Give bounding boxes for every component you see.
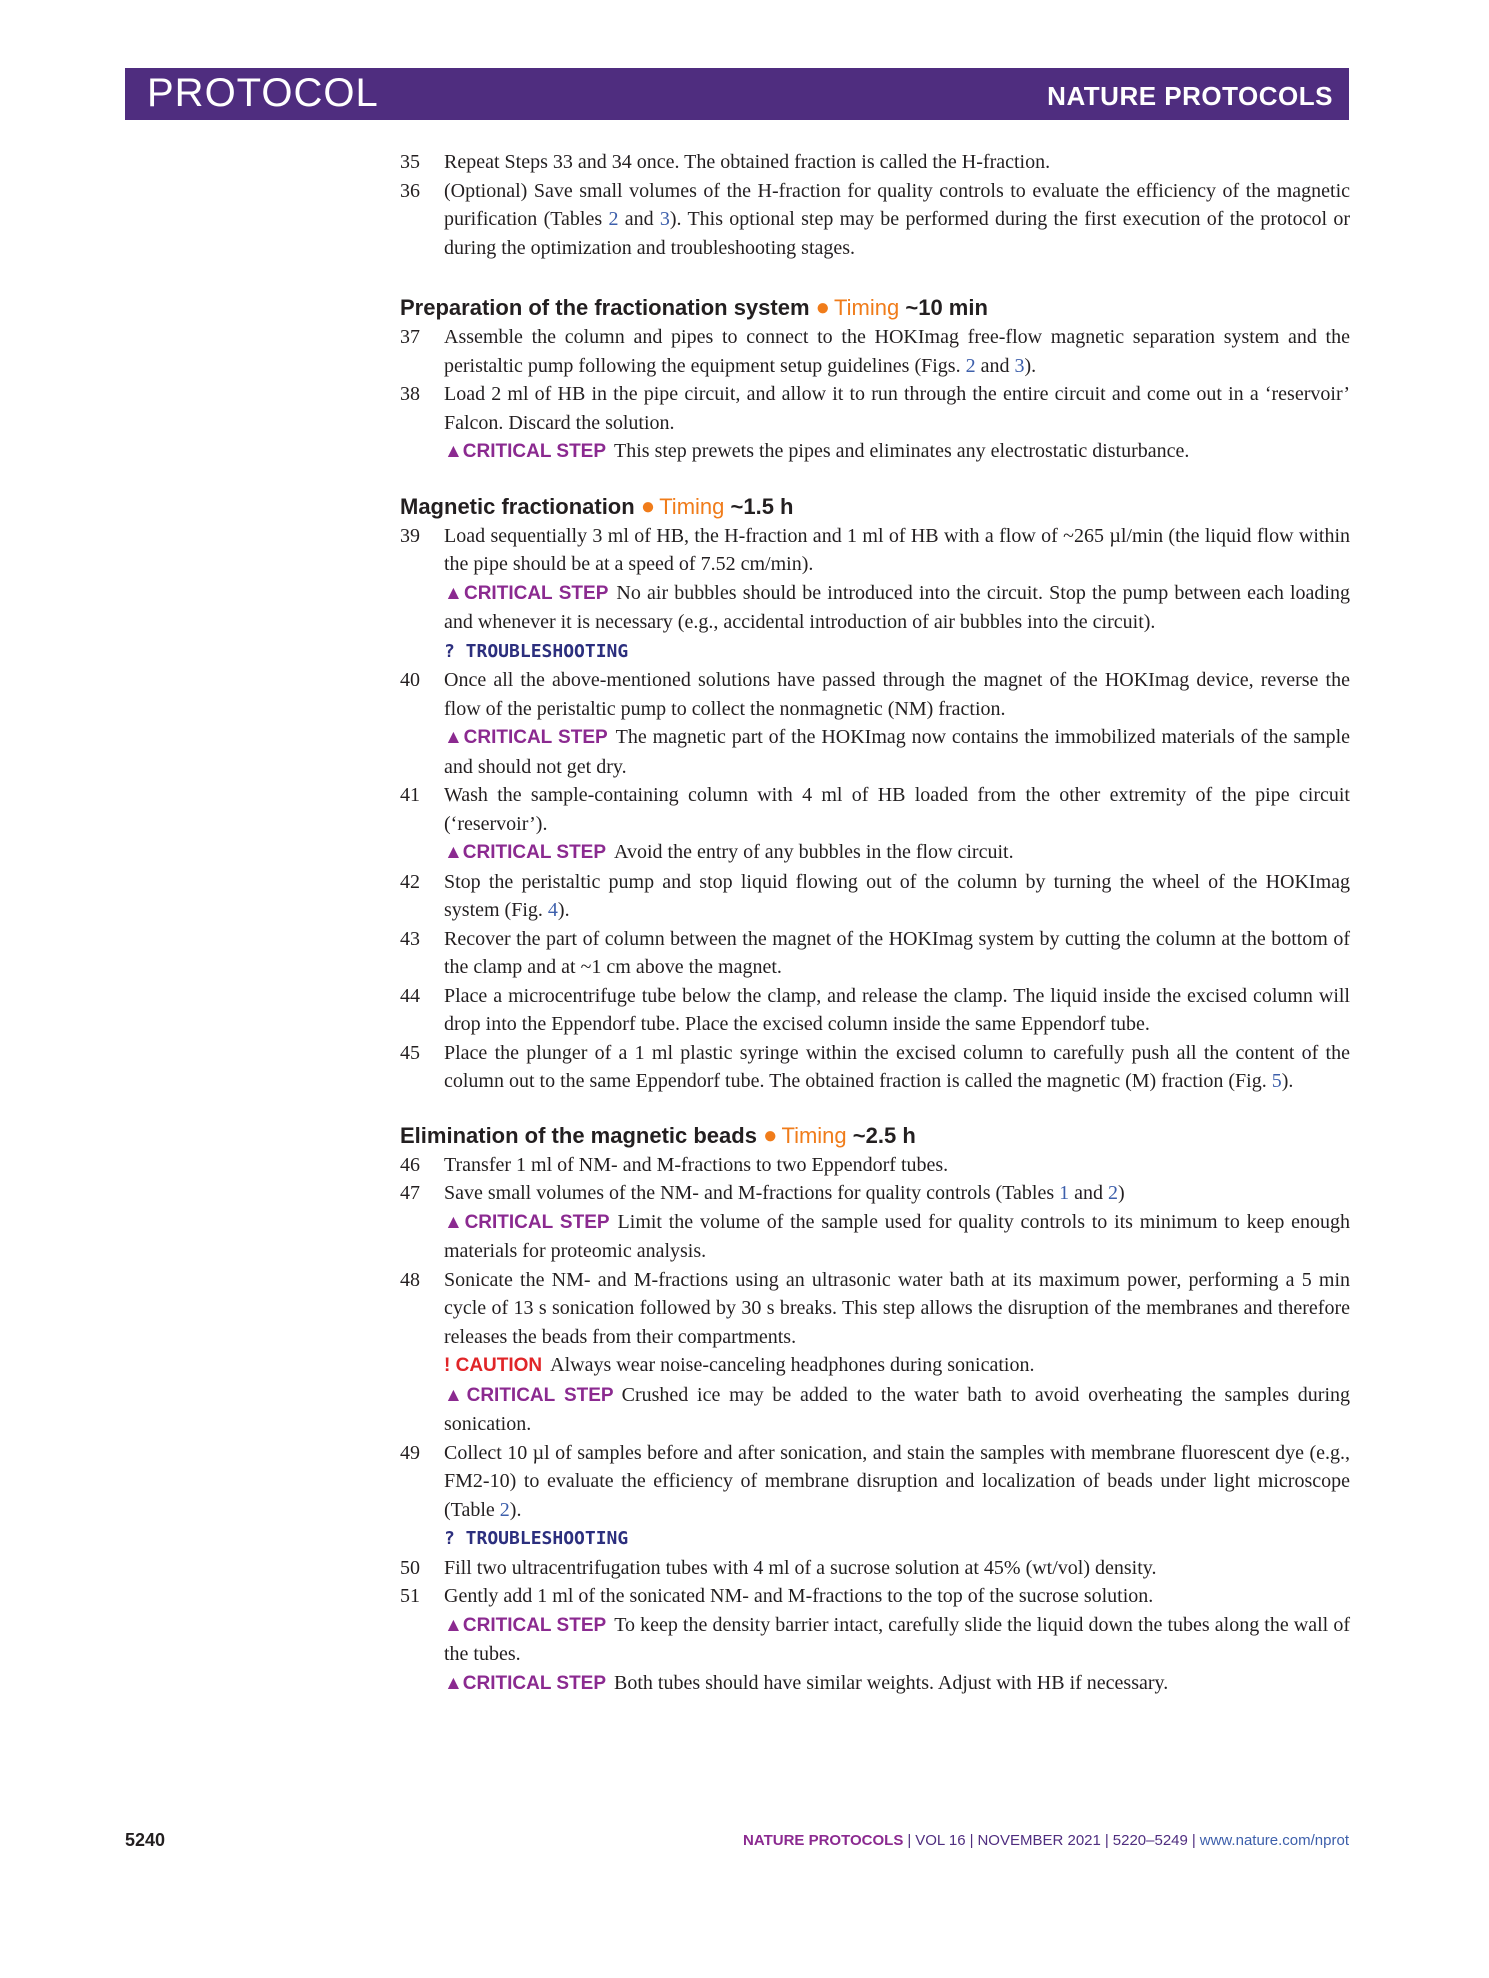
journal-name: NATURE PROTOCOLS [1047, 81, 1333, 111]
critical-step-label: ▲CRITICAL STEP [444, 1672, 607, 1694]
critical-step-note: ▲CRITICAL STEP Limit the volume of the sample used for quality controls to its minimum to keep enough materials for proteomic analysis. [444, 1210, 1350, 1262]
step-36: 36 (Optional) Save small volumes of the H-fraction for quality controls to evaluate the efficiency of the magnetic purification (Tables 2 and 3). This optional step may be performed during the first execution of the protocol or during the optimization and troubleshooting stages. [400, 179, 1350, 259]
critical-step-label: ▲CRITICAL STEP [444, 727, 608, 748]
timing-dot-icon: ● [762, 1121, 778, 1149]
step-45: 45 Place the plunger of a 1 ml plastic syringe within the excised column to carefully push all the content of the column out to the same Eppendorf tube. The obtained fraction is called the magnetic (M) fraction (Fig. 5). [400, 1041, 1350, 1092]
critical-step-note: ▲CRITICAL STEP This step prewets the pipes and eliminates any electrostatic disturbance. [444, 440, 1190, 462]
troubleshooting-note [400, 637, 1350, 667]
section-heading: Elimination of the magnetic beads ● Timing ~2.5 h [400, 1121, 916, 1149]
critical-step-note: ▲CRITICAL STEP To keep the density barrier intact, carefully slide the liquid down the tubes along the wall of the tubes. [444, 1613, 1350, 1665]
critical-step-label: ▲CRITICAL STEP [444, 1614, 607, 1636]
troubleshooting-note [400, 1524, 1350, 1554]
figure-ref[interactable]: 2 [965, 354, 976, 377]
header-banner [125, 68, 1349, 120]
table-ref[interactable]: 2 [1108, 1182, 1119, 1204]
table-ref[interactable]: 3 [659, 208, 670, 230]
page-number: 5240 [125, 1830, 166, 1850]
troubleshooting-link[interactable]: ? TROUBLESHOOTING [444, 640, 629, 662]
step-39: 39 Load sequentially 3 ml of HB, the H-fraction and 1 ml of HB with a flow of ~265 µl/min (the liquid flow within the pipe should be at a speed of 7.52 cm/min). [400, 524, 1350, 575]
step-43: 43 Recover the part of column between the magnet of the HOKImag system by cutting the column at the bottom of the clamp and at ~1 cm above the magnet. [400, 927, 1350, 978]
critical-step-note: ▲CRITICAL STEP Both tubes should have similar weights. Adjust with HB if necessary. [444, 1671, 1169, 1694]
journal-url-link[interactable]: www.nature.com/nprot [1199, 1832, 1349, 1849]
protocol-body [400, 148, 1350, 1698]
step-47: 47 Save small volumes of the NM- and M-fractions for quality controls (Tables 1 and 2) [400, 1182, 1125, 1204]
table-ref[interactable]: 2 [499, 1498, 510, 1521]
footer-citation: NATURE PROTOCOLS | VOL 16 | NOVEMBER 2021 | 5220–5249 | www.nature.com/nprot [743, 1832, 1349, 1849]
caution-note: ! CAUTION Always wear noise-canceling headphones during sonication. [444, 1354, 1035, 1376]
caution-label: ! CAUTION [444, 1355, 543, 1376]
step-51: 51 Gently add 1 ml of the sonicated NM- and M-fractions to the top of the sucrose solution. [400, 1585, 1154, 1607]
section-heading: Preparation of the fractionation system ● Timing ~10 min [400, 294, 988, 321]
timing-dot-icon: ● [815, 294, 831, 321]
critical-step-note: ▲CRITICAL STEP The magnetic part of the HOKImag now contains the immobilized materials of the sample and should not get dry. [444, 726, 1351, 778]
critical-step-label: ▲CRITICAL STEP [444, 1384, 614, 1406]
figure-ref[interactable]: 3 [1014, 354, 1025, 377]
table-ref[interactable]: 2 [608, 208, 619, 230]
critical-step-note: ▲CRITICAL STEP No air bubbles should be introduced into the circuit. Stop the pump between each loading and whenever it is necessary (e.g., accidental introduction of air bubbles into the circuit). [444, 581, 1350, 633]
step-48: 48 Sonicate the NM- and M-fractions using an ultrasonic water bath at its maximum power, performing a 5 min cycle of 13 s sonication followed by 30 s breaks. This step allows the disruption of the membranes and therefore releases the beads from their compartments. [400, 1268, 1350, 1348]
step-44: 44 Place a microcentrifuge tube below the clamp, and release the clamp. The liquid inside the excised column will drop into the Eppendorf tube. Place the excised column inside the same Eppendorf tube. [400, 984, 1350, 1035]
figure-ref[interactable]: 5 [1271, 1070, 1282, 1092]
critical-step-note: ▲CRITICAL STEP Crushed ice may be added to the water bath to avoid overheating the samples during sonication. [444, 1383, 1350, 1435]
article-type: PROTOCOL [147, 71, 379, 115]
critical-step-note: ▲CRITICAL STEP Avoid the entry of any bubbles in the flow circuit. [444, 841, 1014, 863]
figure-ref[interactable]: 4 [547, 899, 558, 921]
step-46: 46 Transfer 1 ml of NM- and M-fractions to two Eppendorf tubes. [400, 1153, 949, 1176]
step-50: 50 Fill two ultracentrifugation tubes with 4 ml of a sucrose solution at 45% (wt/vol) density. [400, 1556, 1157, 1579]
critical-step-label: ▲CRITICAL STEP [444, 842, 607, 863]
step-35: 35 Repeat Steps 33 and 34 once. The obtained fraction is called the H-fraction. [400, 151, 1051, 173]
section-heading: Magnetic fractionation ● Timing ~1.5 h [400, 492, 794, 520]
step-37: 37 Assemble the column and pipes to connect to the HOKImag free-flow magnetic separation system and the peristaltic pump following the equipment setup guidelines (Figs. 2 and 3). [400, 326, 1350, 377]
table-ref[interactable]: 1 [1059, 1182, 1070, 1204]
critical-step-label: ▲CRITICAL STEP [444, 582, 609, 604]
timing-dot-icon: ● [640, 492, 656, 520]
troubleshooting-link[interactable]: ? TROUBLESHOOTING [444, 1528, 629, 1549]
step-40: 40 Once all the above-mentioned solutions have passed through the magnet of the HOKImag device, reverse the flow of the peristaltic pump to collect the nonmagnetic (NM) fraction. [400, 669, 1350, 720]
step-49: 49 Collect 10 µl of samples before and after sonication, and stain the samples with membrane fluorescent dye (e.g., FM2-10) to evaluate the efficiency of membrane disruption and localization of beads under light microscope (Table 2). [400, 1441, 1350, 1521]
step-38: 38 Load 2 ml of HB in the pipe circuit, and allow it to run through the entire circuit and come out in a ‘reservoir’ Falcon. Discard the solution. [400, 383, 1350, 434]
critical-step-label: ▲CRITICAL STEP [444, 1211, 610, 1233]
critical-step-label: ▲CRITICAL STEP [444, 441, 607, 462]
step-42: 42 Stop the peristaltic pump and stop liquid flowing out of the column by turning the wheel of the HOKImag system (Fig. 4). [400, 870, 1350, 921]
step-41: 41 Wash the sample-containing column with 4 ml of HB loaded from the other extremity of the pipe circuit (‘reservoir’). [400, 784, 1350, 835]
